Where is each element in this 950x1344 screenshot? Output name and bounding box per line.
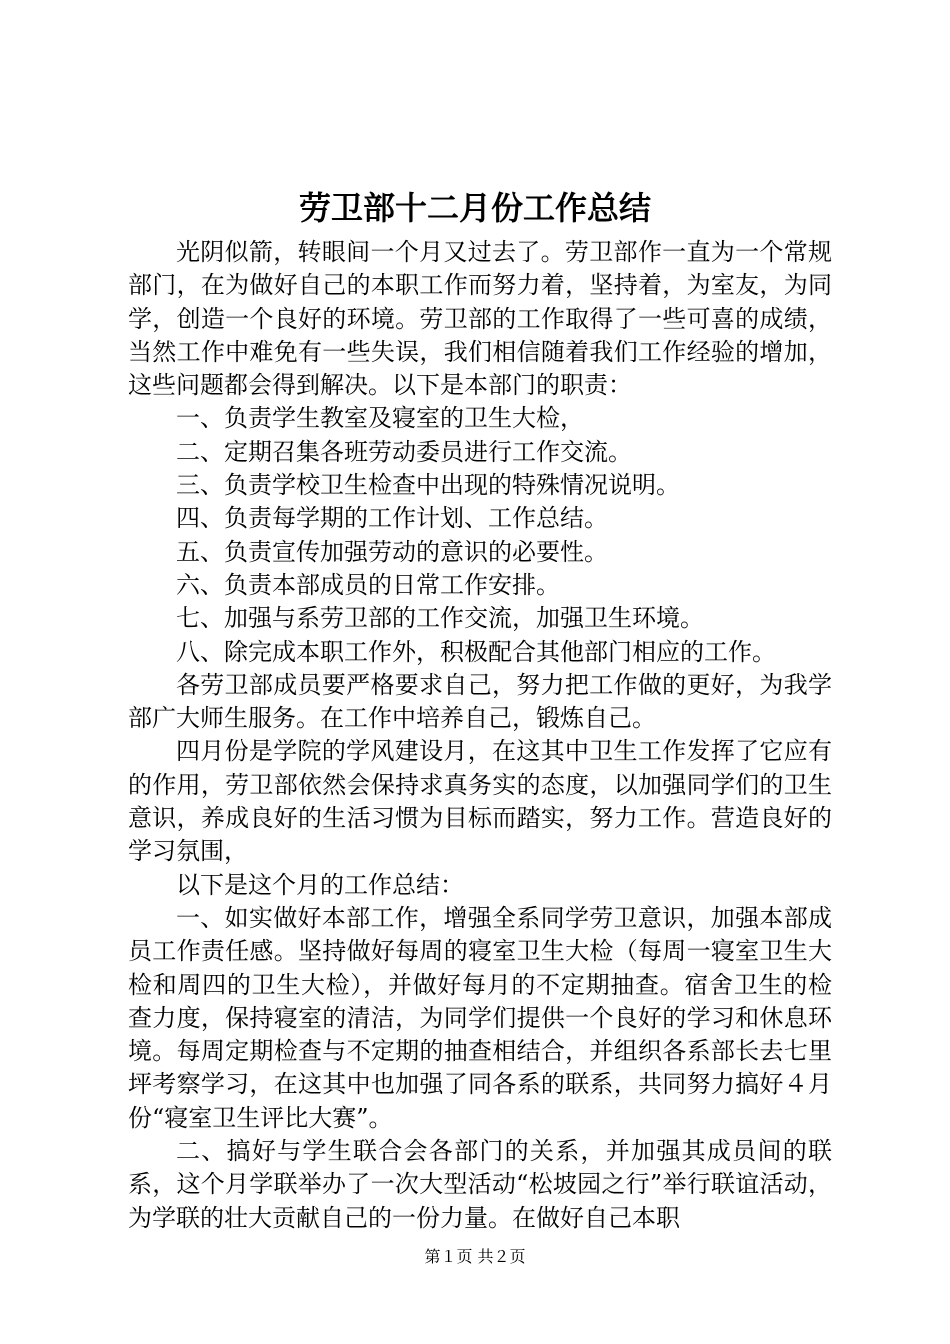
- paragraph: 八、除完成本职工作外，积极配合其他部门相应的工作。: [176, 637, 776, 666]
- document-body: [128, 236, 832, 1235]
- paragraph: 三、负责学校卫生检查中出现的特殊情况说明。: [176, 471, 680, 500]
- paragraph: 四、负责每学期的工作计划、工作总结。: [176, 504, 608, 533]
- paragraph: 一、如实做好本部工作，增强全系同学劳卫意识，加强本部成员工作责任感。坚持做好每周的寝室卫生大检（每周一寝室卫生大检和周四的卫生大检），并做好每月的不定期抽查。宿舍卫生的检查力度，保持寝室的清洁，为同学们提供一个良好的学习和休息环境。每周定期检查与不定期的抽查相结合，并组织各系部长去七里坪考察学习，在这其中也加强了同各系的联系，共同努力搞好４月份“寝室卫生评比大赛”。: [128, 903, 832, 1132]
- paragraph: 以下是这个月的工作总结：: [176, 870, 464, 899]
- paragraph: 二、定期召集各班劳动委员进行工作交流。: [176, 437, 632, 466]
- paragraph: 五、负责宣传加强劳动的意识的必要性。: [176, 537, 608, 566]
- paragraph: 四月份是学院的学风建设月，在这其中卫生工作发挥了它应有的作用，劳卫部依然会保持求真务实的态度，以加强同学们的卫生意识，养成良好的生活习惯为目标而踏实，努力工作。营造良好的学习氛围，: [128, 737, 832, 866]
- document-title: 劳卫部十二月份工作总结: [298, 189, 651, 227]
- page-footer: 第１页 共２页: [424, 1247, 526, 1266]
- paragraph: 七、加强与系劳卫部的工作交流，加强卫生环境。: [176, 604, 704, 633]
- paragraph: 一、负责学生教室及寝室的卫生大检，: [176, 404, 584, 433]
- paragraph: 光阴似箭，转眼间一个月又过去了。劳卫部作一直为一个常规部门，在为做好自己的本职工作而努力着，坚持着，为室友，为同学，创造一个良好的环境。劳卫部的工作取得了一些可喜的成绩，当然工作中难免有一些失误，我们相信随着我们工作经验的增加，这些问题都会得到解决。以下是本部门的职责：: [128, 238, 832, 400]
- paragraph: 六、负责本部成员的日常工作安排。: [176, 570, 560, 599]
- paragraph: 各劳卫部成员要严格要求自己，努力把工作做的更好，为我学部广大师生服务。在工作中培养自己，锻炼自己。: [128, 670, 832, 733]
- paragraph: 二、搞好与学生联合会各部门的关系，并加强其成员间的联系，这个月学联举办了一次大型活动“松坡园之行”举行联谊活动，为学联的壮大贡献自己的一份力量。在做好自己本职: [128, 1137, 832, 1232]
